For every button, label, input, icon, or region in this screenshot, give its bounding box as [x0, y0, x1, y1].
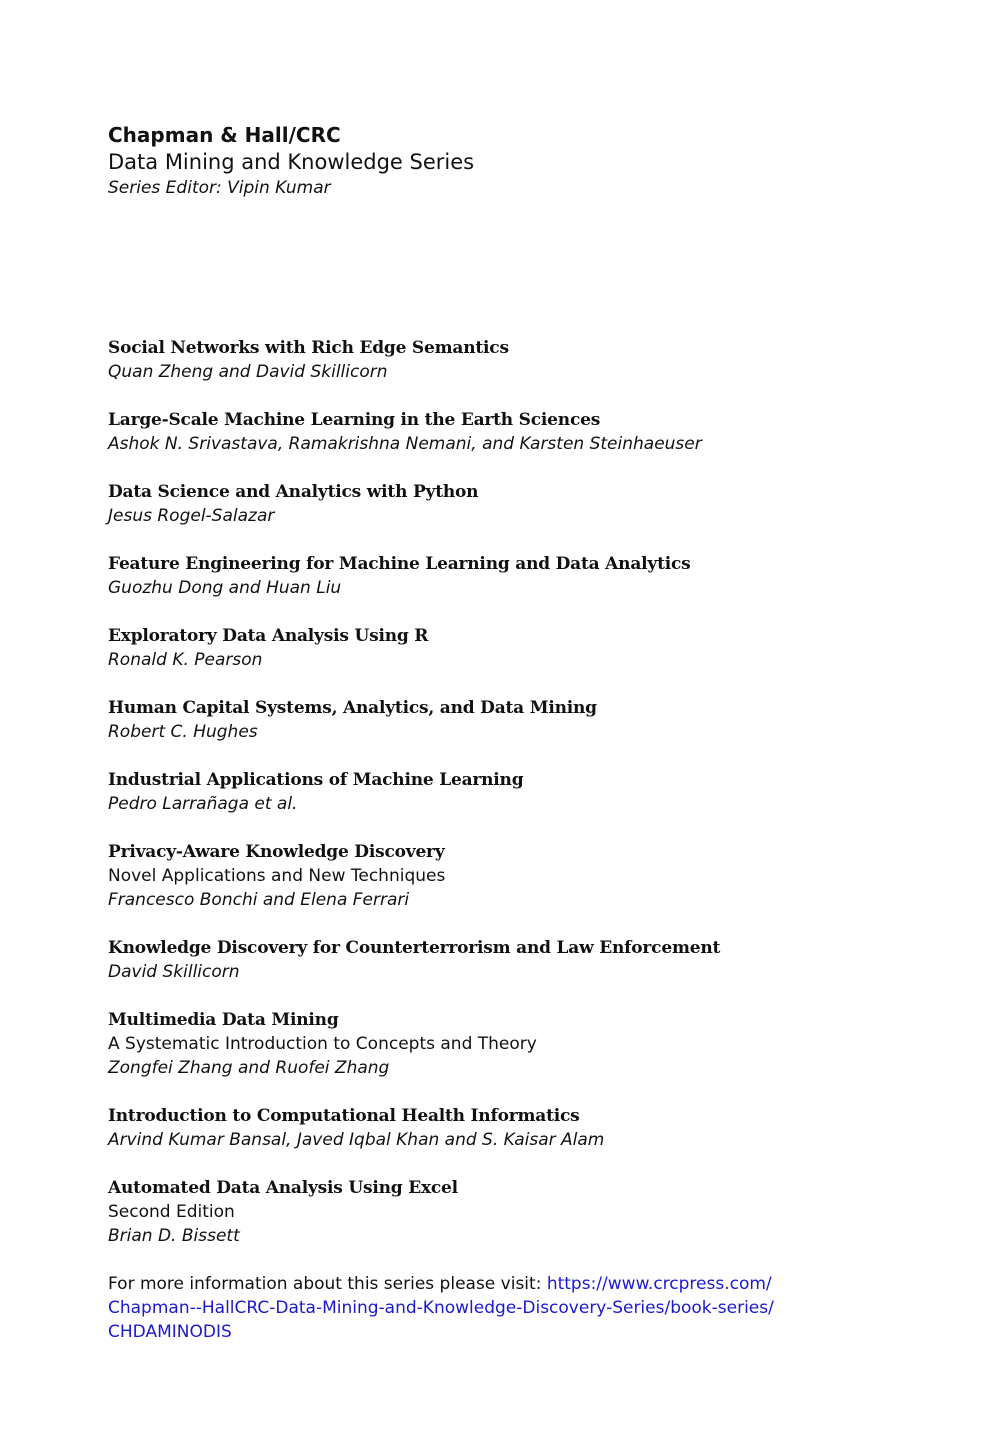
series-editor: Series Editor: Vipin Kumar	[108, 178, 331, 198]
book-entry	[108, 1176, 928, 1248]
series-name: Data Mining and Knowledge Series	[108, 150, 475, 174]
book-title: Introduction to Computational Health Informatics	[108, 1106, 580, 1126]
book-title: Privacy-Aware Knowledge Discovery	[108, 842, 445, 862]
book-title: Multimedia Data Mining	[108, 1010, 339, 1030]
series-link-part-2[interactable]: Chapman--HallCRC-Data-Mining-and-Knowledge-Discovery-Series/book-series/	[108, 1298, 774, 1318]
book-list	[108, 336, 928, 1272]
book-title: Exploratory Data Analysis Using R	[108, 626, 429, 646]
book-authors: Brian D. Bissett	[108, 1226, 240, 1246]
book-entry	[108, 552, 928, 600]
book-title: Large-Scale Machine Learning in the Earth Sciences	[108, 410, 601, 430]
book-entry	[108, 336, 928, 384]
book-authors: Pedro Larrañaga et al.	[108, 794, 298, 814]
book-entry	[108, 840, 928, 912]
book-entry	[108, 1008, 928, 1080]
book-authors: Guozhu Dong and Huan Liu	[108, 578, 342, 598]
book-title: Social Networks with Rich Edge Semantics	[108, 338, 509, 358]
book-authors: David Skillicorn	[108, 962, 240, 982]
book-entry	[108, 768, 928, 816]
book-authors: Francesco Bonchi and Elena Ferrari	[108, 890, 410, 910]
book-title: Data Science and Analytics with Python	[108, 482, 479, 502]
book-title: Feature Engineering for Machine Learning and Data Analytics	[108, 554, 691, 574]
book-title: Industrial Applications of Machine Learning	[108, 770, 524, 790]
book-authors: Arvind Kumar Bansal, Javed Iqbal Khan and S. Kaisar Alam	[108, 1130, 605, 1150]
book-title: Knowledge Discovery for Counterterrorism and Law Enforcement	[108, 938, 721, 958]
series-publisher: Chapman & Hall/CRC	[108, 123, 341, 147]
book-entry	[108, 936, 928, 984]
book-authors: Robert C. Hughes	[108, 722, 258, 742]
book-title: Automated Data Analysis Using Excel	[108, 1178, 458, 1198]
book-entry	[108, 480, 928, 528]
book-entry	[108, 408, 928, 456]
book-authors: Quan Zheng and David Skillicorn	[108, 362, 388, 382]
book-authors: Jesus Rogel-Salazar	[108, 506, 275, 526]
book-subtitle: Second Edition	[108, 1202, 235, 1222]
series-page	[108, 122, 928, 1342]
book-subtitle: Novel Applications and New Techniques	[108, 866, 446, 886]
book-authors: Ronald K. Pearson	[108, 650, 263, 670]
book-entry	[108, 1104, 928, 1152]
book-title: Human Capital Systems, Analytics, and Data Mining	[108, 698, 597, 718]
series-info-footer	[108, 1272, 828, 1344]
book-authors: Zongfei Zhang and Ruofei Zhang	[108, 1058, 390, 1078]
series-link-part-1[interactable]: https://www.crcpress.com/	[546, 1274, 772, 1294]
book-entry	[108, 624, 928, 672]
book-authors: Ashok N. Srivastava, Ramakrishna Nemani, and Karsten Steinhaeuser	[108, 434, 702, 454]
series-info-text: For more information about this series please visit:	[108, 1274, 547, 1294]
book-entry	[108, 696, 928, 744]
book-subtitle: A Systematic Introduction to Concepts and Theory	[108, 1034, 537, 1054]
series-link-part-3[interactable]: CHDAMINODIS	[108, 1322, 232, 1342]
